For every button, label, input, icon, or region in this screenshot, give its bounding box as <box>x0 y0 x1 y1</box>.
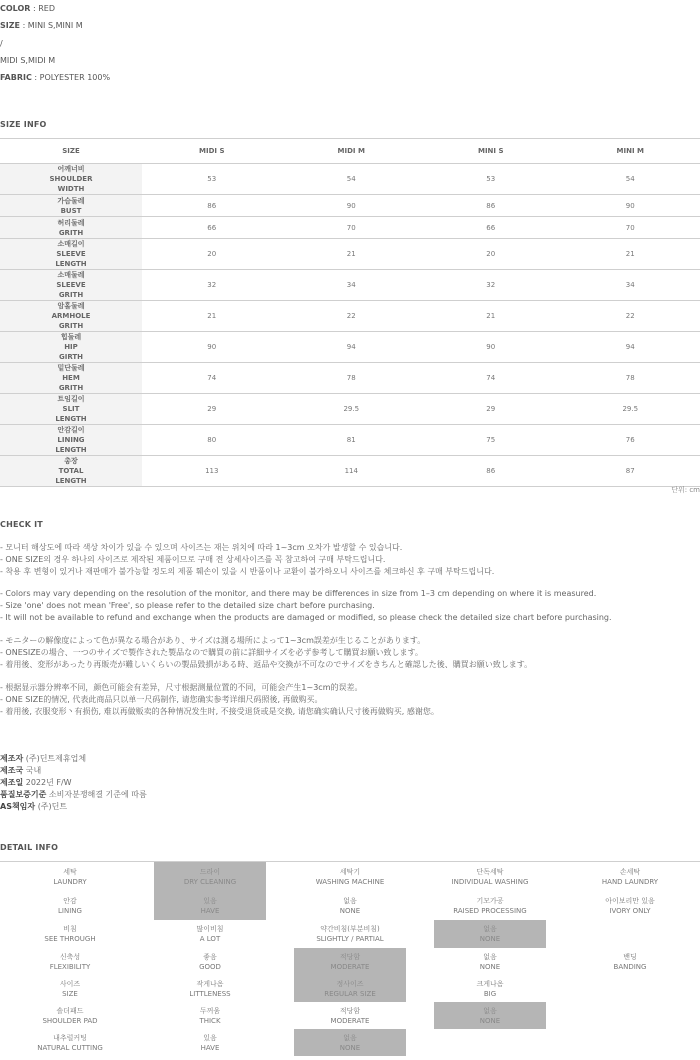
size-value-cell: 54 <box>561 164 700 195</box>
detail-option-en: THICK <box>199 1016 221 1025</box>
size-extra: MIDI S,MIDI M <box>0 56 56 65</box>
size-row-label-line: 소매길이 <box>57 240 85 248</box>
detail-cell <box>420 1029 560 1056</box>
notes-korean <box>0 542 494 578</box>
size-value-cell: 90 <box>282 195 422 217</box>
warranty-value: 소비자분쟁해결 기준에 따름 <box>48 790 147 799</box>
size-value-cell: 70 <box>561 217 700 239</box>
size-value-cell: 32 <box>142 270 282 301</box>
detail-option <box>14 976 126 1002</box>
detail-cell <box>560 1029 700 1056</box>
detail-option <box>294 920 406 948</box>
size-value-cell: 66 <box>421 217 561 239</box>
size-value-cell: 66 <box>142 217 282 239</box>
size-row-label-line: 총장 <box>64 457 78 465</box>
detail-cell <box>560 948 700 976</box>
notes-chinese <box>0 682 439 718</box>
size-value-cell: 20 <box>421 239 561 270</box>
detail-option-en: HAND LAUNDRY <box>601 877 659 886</box>
detail-option-en: SLIGHTLY / PARTIAL <box>316 935 384 943</box>
detail-option-ko: 없음 <box>483 1006 497 1015</box>
size-row-label <box>0 239 142 270</box>
size-value-cell: 113 <box>142 456 282 487</box>
size-value-cell: 29 <box>421 394 561 425</box>
size-row <box>0 239 700 270</box>
size-row-label-line: GRITH <box>58 228 84 237</box>
detail-option-selected <box>434 1002 546 1029</box>
size-separator: / <box>0 39 3 48</box>
size-value-cell: 87 <box>561 456 700 487</box>
detail-cell <box>280 1002 420 1029</box>
manufacturer-label: 제조자 <box>0 754 24 763</box>
note-line: - Size 'one' does not mean 'Free', so please refer to the detailed size chart before purchasing. <box>0 601 375 610</box>
detail-cell <box>0 976 140 1002</box>
detail-option <box>434 976 546 1002</box>
size-value-cell: 94 <box>282 332 422 363</box>
detail-option <box>294 862 406 891</box>
note-line: - Colors may vary depending on the resolution of the monitor, and there may be differences in size from 1–3 cm depending on where it is measured. <box>0 589 597 598</box>
detail-cell <box>0 920 140 948</box>
date-label: 제조일 <box>0 778 24 787</box>
size-value-cell: 94 <box>561 332 700 363</box>
size-row-label <box>0 456 142 487</box>
detail-row <box>0 1002 700 1029</box>
detail-option-selected <box>434 920 546 948</box>
detail-option-ko: 밴딩 <box>623 953 637 961</box>
detail-cell <box>140 948 280 976</box>
detail-option-selected <box>294 1029 406 1056</box>
note-line: - モニターの解像度によって色が異なる場合があり、サイズは測る場所によって1~3cm誤差が生じることがあります。 <box>0 636 426 645</box>
detail-option-ko: 두꺼움 <box>199 1006 221 1015</box>
detail-option <box>154 1002 266 1029</box>
size-value-cell: 29 <box>142 394 282 425</box>
detail-option-ko: 없음 <box>343 1033 357 1042</box>
note-line: - 着用後、変形があったり再販売が難しいくらいの製品毀損がある時、返品や交換が不可なのでサイズをきちんと確認した後、購買お願い致します。 <box>0 660 533 669</box>
size-value-cell: 22 <box>282 301 422 332</box>
detail-cell <box>0 862 140 891</box>
size-value-cell: 86 <box>142 195 282 217</box>
size-row-label-line: GRITH <box>58 322 84 330</box>
check-it-title: CHECK IT <box>0 520 43 529</box>
unit-label: 단위: cm <box>671 486 700 494</box>
size-row-label-line: WIDTH <box>57 185 85 193</box>
size-row-label-line: 암홀둘레 <box>57 302 85 310</box>
detail-option-en: FLEXIBILITY <box>49 963 91 971</box>
size-header-cell: MIDI M <box>282 139 422 164</box>
note-line: - ONESIZEの場合、一つのサイズで製作された製品なので購買の前に詳細サイズを必ず参考して購買お願い致します。 <box>0 648 423 657</box>
detail-option-en: WASHING MACHINE <box>315 877 385 886</box>
detail-cell <box>140 920 280 948</box>
size-table-header <box>0 139 700 164</box>
as-value: (주)딘트 <box>37 802 68 811</box>
size-row-label-line: 가슴둘레 <box>57 196 85 205</box>
detail-option-ko: 작게나옴 <box>196 980 224 988</box>
detail-cell <box>420 976 560 1002</box>
size-header-cell: MIDI S <box>142 139 282 164</box>
detail-option-en: LINING <box>58 906 82 915</box>
size-value-cell: 34 <box>561 270 700 301</box>
size-header-cell: MINI M <box>561 139 700 164</box>
size-row <box>0 456 700 487</box>
color-label: COLOR <box>0 4 31 13</box>
size-value-cell: 114 <box>282 456 422 487</box>
detail-row <box>0 920 700 948</box>
warranty-line <box>0 789 147 801</box>
detail-option <box>574 862 686 891</box>
detail-option <box>14 862 126 891</box>
size-value-cell: 81 <box>282 425 422 456</box>
size-row <box>0 195 700 217</box>
note-line: - 根据显示器分辨率不同，颜色可能会有差异，尺寸根据测量位置的不同，可能会产生1~3cm的误差。 <box>0 683 363 692</box>
size-row-label <box>0 332 142 363</box>
detail-option-ko: 있음 <box>203 896 217 905</box>
detail-option-ko: 손세탁 <box>619 867 641 876</box>
detail-option-en: NONE <box>339 1043 361 1052</box>
size-row-label-line: LINING <box>57 436 85 444</box>
size-row-label <box>0 217 142 239</box>
detail-cell <box>420 948 560 976</box>
detail-option <box>574 1002 686 1029</box>
detail-row <box>0 976 700 1002</box>
detail-option-en: MODERATE <box>330 963 370 971</box>
detail-cell <box>560 920 700 948</box>
size-info-title: SIZE INFO <box>0 120 47 129</box>
detail-option-en: SHOULDER PAD <box>42 1016 98 1025</box>
detail-cell <box>420 862 560 891</box>
detail-option-ko: 아이보리만 있음 <box>605 896 655 905</box>
size-value-cell: 53 <box>142 164 282 195</box>
size-label: SIZE <box>0 21 21 30</box>
size-table <box>0 138 700 487</box>
size-row <box>0 217 700 239</box>
size-row-label-line: 소매둘레 <box>57 271 85 279</box>
detail-option <box>14 891 126 920</box>
size-row-label <box>0 301 142 332</box>
notes-japanese <box>0 635 532 671</box>
note-line: - ONE SIZE의 경우 하나의 사이즈로 제작된 제품이므로 구매 전 상세사이즈를 꼭 참고하여 구매 부탁드립니다. <box>0 555 386 564</box>
detail-option-en: NONE <box>479 963 501 971</box>
detail-option <box>574 976 686 1002</box>
detail-cell <box>280 891 420 920</box>
detail-option-ko: 있음 <box>203 1033 217 1042</box>
detail-option-en: NONE <box>479 935 501 943</box>
size-row-label-line: SLIT <box>62 405 80 413</box>
detail-option-en: REGULAR SIZE <box>324 990 376 998</box>
size-row-label-line: 허리둘레 <box>57 218 85 227</box>
detail-option-ko: 적당함 <box>339 953 361 961</box>
size-value-cell: 21 <box>561 239 700 270</box>
warranty-label: 품질보증기준 <box>0 790 47 799</box>
size-row <box>0 425 700 456</box>
detail-row <box>0 891 700 920</box>
notes-english <box>0 588 612 624</box>
fabric-line <box>0 73 110 82</box>
manufacturer-value: (주)딘트제휴업체 <box>25 754 87 763</box>
detail-option-en: RAISED PROCESSING <box>453 906 527 915</box>
size-value-cell: 86 <box>421 456 561 487</box>
detail-option-ko: 좋음 <box>203 953 217 961</box>
detail-option-en: INDIVIDUAL WASHING <box>451 877 529 886</box>
size-row-label-line: LENGTH <box>55 415 87 423</box>
size-value-cell: 22 <box>561 301 700 332</box>
size-row-label-line: ARMHOLE <box>51 312 91 320</box>
size-row-label-line: 안감길이 <box>57 426 85 434</box>
detail-option-ko: 기모가공 <box>476 896 504 905</box>
detail-option-en: SIZE <box>62 990 78 998</box>
detail-cell <box>280 920 420 948</box>
size-row-label-line: 힙둘레 <box>60 333 82 341</box>
detail-option-ko: 드라이 <box>199 867 221 876</box>
detail-option-ko: 없음 <box>483 925 497 933</box>
detail-option-ko: 세탁 <box>63 867 77 876</box>
date-value: 2022년 F/W <box>25 778 72 787</box>
size-row-label-line: LENGTH <box>55 477 87 485</box>
detail-option <box>434 862 546 891</box>
detail-option <box>434 1029 546 1056</box>
detail-option-en: SEE THROUGH <box>44 935 96 943</box>
size-line <box>0 21 83 30</box>
fabric-label: FABRIC <box>0 73 32 82</box>
detail-cell <box>0 891 140 920</box>
size-value-cell: 29.5 <box>561 394 700 425</box>
detail-option <box>14 920 126 948</box>
detail-option-en: NATURAL CUTTING <box>37 1043 103 1052</box>
detail-cell <box>420 920 560 948</box>
size-header-cell: SIZE <box>0 139 142 164</box>
size-row <box>0 301 700 332</box>
detail-option-en: LAUNDRY <box>53 877 87 886</box>
detail-option <box>294 1002 406 1029</box>
size-row-label-line: LENGTH <box>55 446 87 454</box>
size-row-label <box>0 394 142 425</box>
detail-cell <box>140 1002 280 1029</box>
detail-option-ko: 크게나옴 <box>476 980 504 988</box>
detail-option-en: HAVE <box>200 906 220 915</box>
size-table-body <box>0 164 700 487</box>
size-value: : MINI S,MINI M <box>22 21 83 30</box>
detail-option-ko: 약간비침(부분비침) <box>320 925 380 933</box>
size-row-label <box>0 270 142 301</box>
size-row-label-line: 어깨너비 <box>57 165 85 173</box>
size-row <box>0 270 700 301</box>
size-value-cell: 76 <box>561 425 700 456</box>
detail-cell <box>280 976 420 1002</box>
detail-option-en: DRY CLEANING <box>183 877 237 886</box>
detail-option-ko: 사이즈 <box>59 980 81 988</box>
detail-option <box>154 920 266 948</box>
detail-cell <box>420 1002 560 1029</box>
size-value-cell: 75 <box>421 425 561 456</box>
fabric-value: : POLYESTER 100% <box>34 73 111 82</box>
size-row-label-line: 트임길이 <box>57 395 85 403</box>
size-row-label-line: SLEEVE <box>56 281 86 289</box>
detail-cell <box>420 891 560 920</box>
detail-cell <box>0 948 140 976</box>
detail-option-en: IVORY ONLY <box>609 906 651 915</box>
note-line: - It will not be available to refund and exchange when the products are damaged or modified, so please check the detailed size chart before purchasing. <box>0 613 612 622</box>
detail-option-ko: 안감 <box>63 896 77 905</box>
detail-option-en: BIG <box>483 990 497 998</box>
color-line <box>0 4 55 13</box>
detail-option-ko: 세탁기 <box>339 867 361 876</box>
size-row-label-line: GRITH <box>58 291 84 299</box>
detail-cell <box>0 1002 140 1029</box>
size-row-label-line: HIP <box>64 343 78 351</box>
size-value-cell: 90 <box>421 332 561 363</box>
detail-cell <box>280 1029 420 1056</box>
detail-option-en: NONE <box>339 906 361 915</box>
detail-option <box>434 891 546 920</box>
detail-cell <box>140 976 280 1002</box>
size-row-label-line: GRITH <box>58 384 84 392</box>
detail-row <box>0 948 700 976</box>
detail-cell <box>560 1002 700 1029</box>
detail-option-ko: 없음 <box>343 896 357 905</box>
size-row-label-line: BUST <box>60 206 82 215</box>
origin-label: 제조국 <box>0 766 24 775</box>
detail-option-ko: 내추럴커팅 <box>53 1033 87 1042</box>
detail-option <box>154 1029 266 1056</box>
origin-line <box>0 765 147 777</box>
size-value-cell: 78 <box>282 363 422 394</box>
size-value-cell: 86 <box>421 195 561 217</box>
detail-cell <box>140 862 280 891</box>
detail-option <box>154 948 266 976</box>
size-value-cell: 74 <box>142 363 282 394</box>
note-line: - 착용 후 변형이 있거나 재판매가 불가능할 정도의 제품 훼손이 있을 시 반품이나 교환이 불가하오니 사이즈를 체크하신 후 구매 부탁드립니다. <box>0 567 495 576</box>
size-row-label-line: HEM <box>62 374 80 382</box>
size-row <box>0 394 700 425</box>
size-value-cell: 54 <box>282 164 422 195</box>
detail-cell <box>280 948 420 976</box>
size-row-label-line: SLEEVE <box>56 250 86 258</box>
detail-option <box>14 1002 126 1029</box>
detail-option-selected <box>294 948 406 976</box>
size-value-cell: 21 <box>282 239 422 270</box>
detail-cell <box>560 862 700 891</box>
note-line: - ONE SIZE的情况, 代表此商品只以单一尺码制作, 请您确实参考详细尺码照後, 再做购买。 <box>0 695 323 704</box>
as-label: AS책임자 <box>0 802 36 811</box>
size-row-label-line: 밑단둘레 <box>57 364 85 372</box>
size-value-cell: 29.5 <box>282 394 422 425</box>
detail-option <box>14 1029 126 1056</box>
size-value-cell: 90 <box>142 332 282 363</box>
detail-option <box>14 948 126 976</box>
detail-option <box>294 891 406 920</box>
detail-option-ko: 많이비침 <box>196 925 224 933</box>
size-header-cell: MINI S <box>421 139 561 164</box>
detail-grid <box>0 861 700 1056</box>
size-value-cell: 78 <box>561 363 700 394</box>
detail-cell <box>140 891 280 920</box>
detail-cell <box>560 891 700 920</box>
size-row-label <box>0 425 142 456</box>
detail-option-ko: 단독세탁 <box>476 867 504 876</box>
size-value-cell: 80 <box>142 425 282 456</box>
color-value: : RED <box>33 4 56 13</box>
size-value-cell: 21 <box>142 301 282 332</box>
detail-option <box>574 891 686 920</box>
detail-option-ko: 비침 <box>63 925 77 933</box>
size-row-label-line: SHOULDER <box>49 175 93 183</box>
detail-row <box>0 1029 700 1056</box>
detail-option-en: GOOD <box>199 963 221 971</box>
size-value-cell: 74 <box>421 363 561 394</box>
manufacturer-line <box>0 753 147 765</box>
detail-option-ko: 없음 <box>483 953 497 961</box>
detail-option-selected <box>294 976 406 1002</box>
origin-value: 국내 <box>25 766 42 775</box>
detail-cell <box>280 862 420 891</box>
detail-cell <box>140 1029 280 1056</box>
size-row-label <box>0 363 142 394</box>
size-value-cell: 32 <box>421 270 561 301</box>
size-value-cell: 34 <box>282 270 422 301</box>
detail-option <box>574 920 686 948</box>
size-value-cell: 21 <box>421 301 561 332</box>
size-row <box>0 164 700 195</box>
date-line <box>0 777 147 789</box>
note-line: - 모니터 해상도에 따라 색상 차이가 있을 수 있으며 사이즈는 재는 위치에 따라 1~3cm 오차가 발생할 수 있습니다. <box>0 543 403 552</box>
detail-cell <box>0 1029 140 1056</box>
size-value-cell: 53 <box>421 164 561 195</box>
size-row <box>0 363 700 394</box>
size-value-cell: 90 <box>561 195 700 217</box>
detail-option-en: MODERATE <box>330 1016 370 1025</box>
detail-option <box>574 948 686 976</box>
size-row-label-line: TOTAL <box>58 467 84 475</box>
detail-option-ko: 신축성 <box>59 953 81 961</box>
size-row-label <box>0 164 142 195</box>
detail-option-ko: 숄더패드 <box>56 1006 84 1015</box>
as-line <box>0 801 147 813</box>
manufacture-info <box>0 753 147 813</box>
detail-option-en: A LOT <box>199 935 221 943</box>
detail-info-title: DETAIL INFO <box>0 843 59 852</box>
detail-option-en: HAVE <box>200 1043 220 1052</box>
detail-option <box>434 948 546 976</box>
detail-option-selected <box>154 862 266 891</box>
size-row-label <box>0 195 142 217</box>
detail-option-ko: 정사이즈 <box>336 980 364 988</box>
detail-option-en: LITTLENESS <box>189 990 231 998</box>
detail-cell <box>560 976 700 1002</box>
size-row <box>0 332 700 363</box>
detail-option <box>154 976 266 1002</box>
detail-option <box>574 1029 686 1056</box>
detail-option-ko: 적당함 <box>339 1006 361 1015</box>
size-row-label-line: GIRTH <box>58 353 84 361</box>
size-row-label-line: LENGTH <box>55 260 87 268</box>
size-value-cell: 70 <box>282 217 422 239</box>
note-line: - 着用後, 衣服变形丶有损伤, 难以再做贩卖的各种情况发生时, 不接受退货或是交换, 请您确实确认尺寸後再做购买, 感谢您。 <box>0 707 439 716</box>
size-value-cell: 20 <box>142 239 282 270</box>
detail-option-en: BANDING <box>613 963 647 971</box>
detail-row <box>0 862 700 891</box>
detail-option-selected <box>154 891 266 920</box>
detail-option-en: NONE <box>479 1016 501 1025</box>
